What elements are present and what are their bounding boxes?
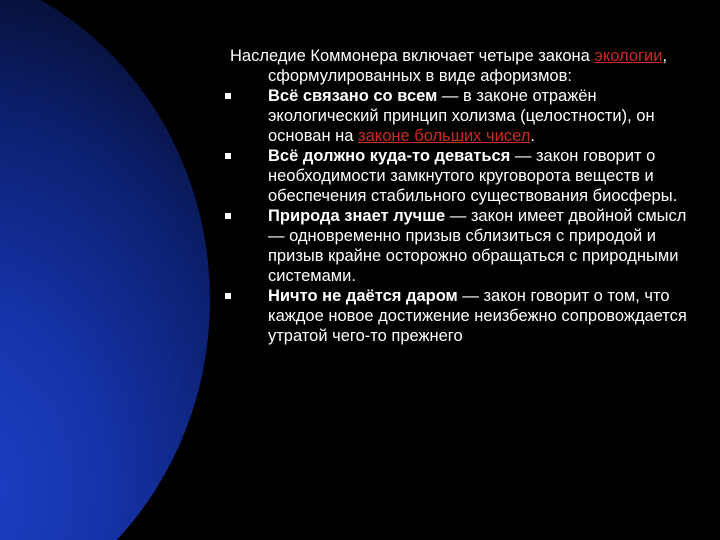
intro-paragraph xyxy=(230,46,700,86)
law-text: — закон говорит о том, что каждое новое достижение неизбежно сопровождается утратой чего-то прежнего xyxy=(268,287,687,345)
intro-text-end: , сформулированных в виде афоризмов: xyxy=(268,47,668,85)
bullet-icon xyxy=(225,213,231,219)
link-ecology[interactable]: экологии xyxy=(594,47,663,65)
list-item xyxy=(230,206,700,286)
bullet-icon xyxy=(225,293,231,299)
law-text: — закон имеет двойной смысл — одновременно призыв сблизиться с природой и призыв крайне осторожно обращаться с природными системами. xyxy=(268,207,687,285)
law-text-end: . xyxy=(530,127,535,145)
law-text: — в законе отражён экологический принцип холизма (целостности), он основан на xyxy=(268,87,655,145)
list-item xyxy=(230,86,700,146)
law-title: Ничто не даётся даром xyxy=(268,287,458,305)
blue-glow-background xyxy=(0,0,210,540)
link-law-of-large-numbers[interactable]: законе больших чисел xyxy=(358,127,531,145)
law-title: Всё связано со всем xyxy=(268,87,438,105)
laws-list xyxy=(230,86,700,346)
slide-text xyxy=(230,46,700,346)
list-item xyxy=(230,286,700,346)
intro-text-start: Наследие Коммонера включает четыре закона xyxy=(230,47,595,65)
law-title: Всё должно куда-то деваться xyxy=(268,147,511,165)
list-item xyxy=(230,146,700,206)
bullet-icon xyxy=(225,93,231,99)
law-text: — закон говорит о необходимости замкнутого круговорота веществ и обеспечения стабильного существования биосферы. xyxy=(268,147,678,205)
law-title: Природа знает лучше xyxy=(268,207,446,225)
bullet-icon xyxy=(225,153,231,159)
